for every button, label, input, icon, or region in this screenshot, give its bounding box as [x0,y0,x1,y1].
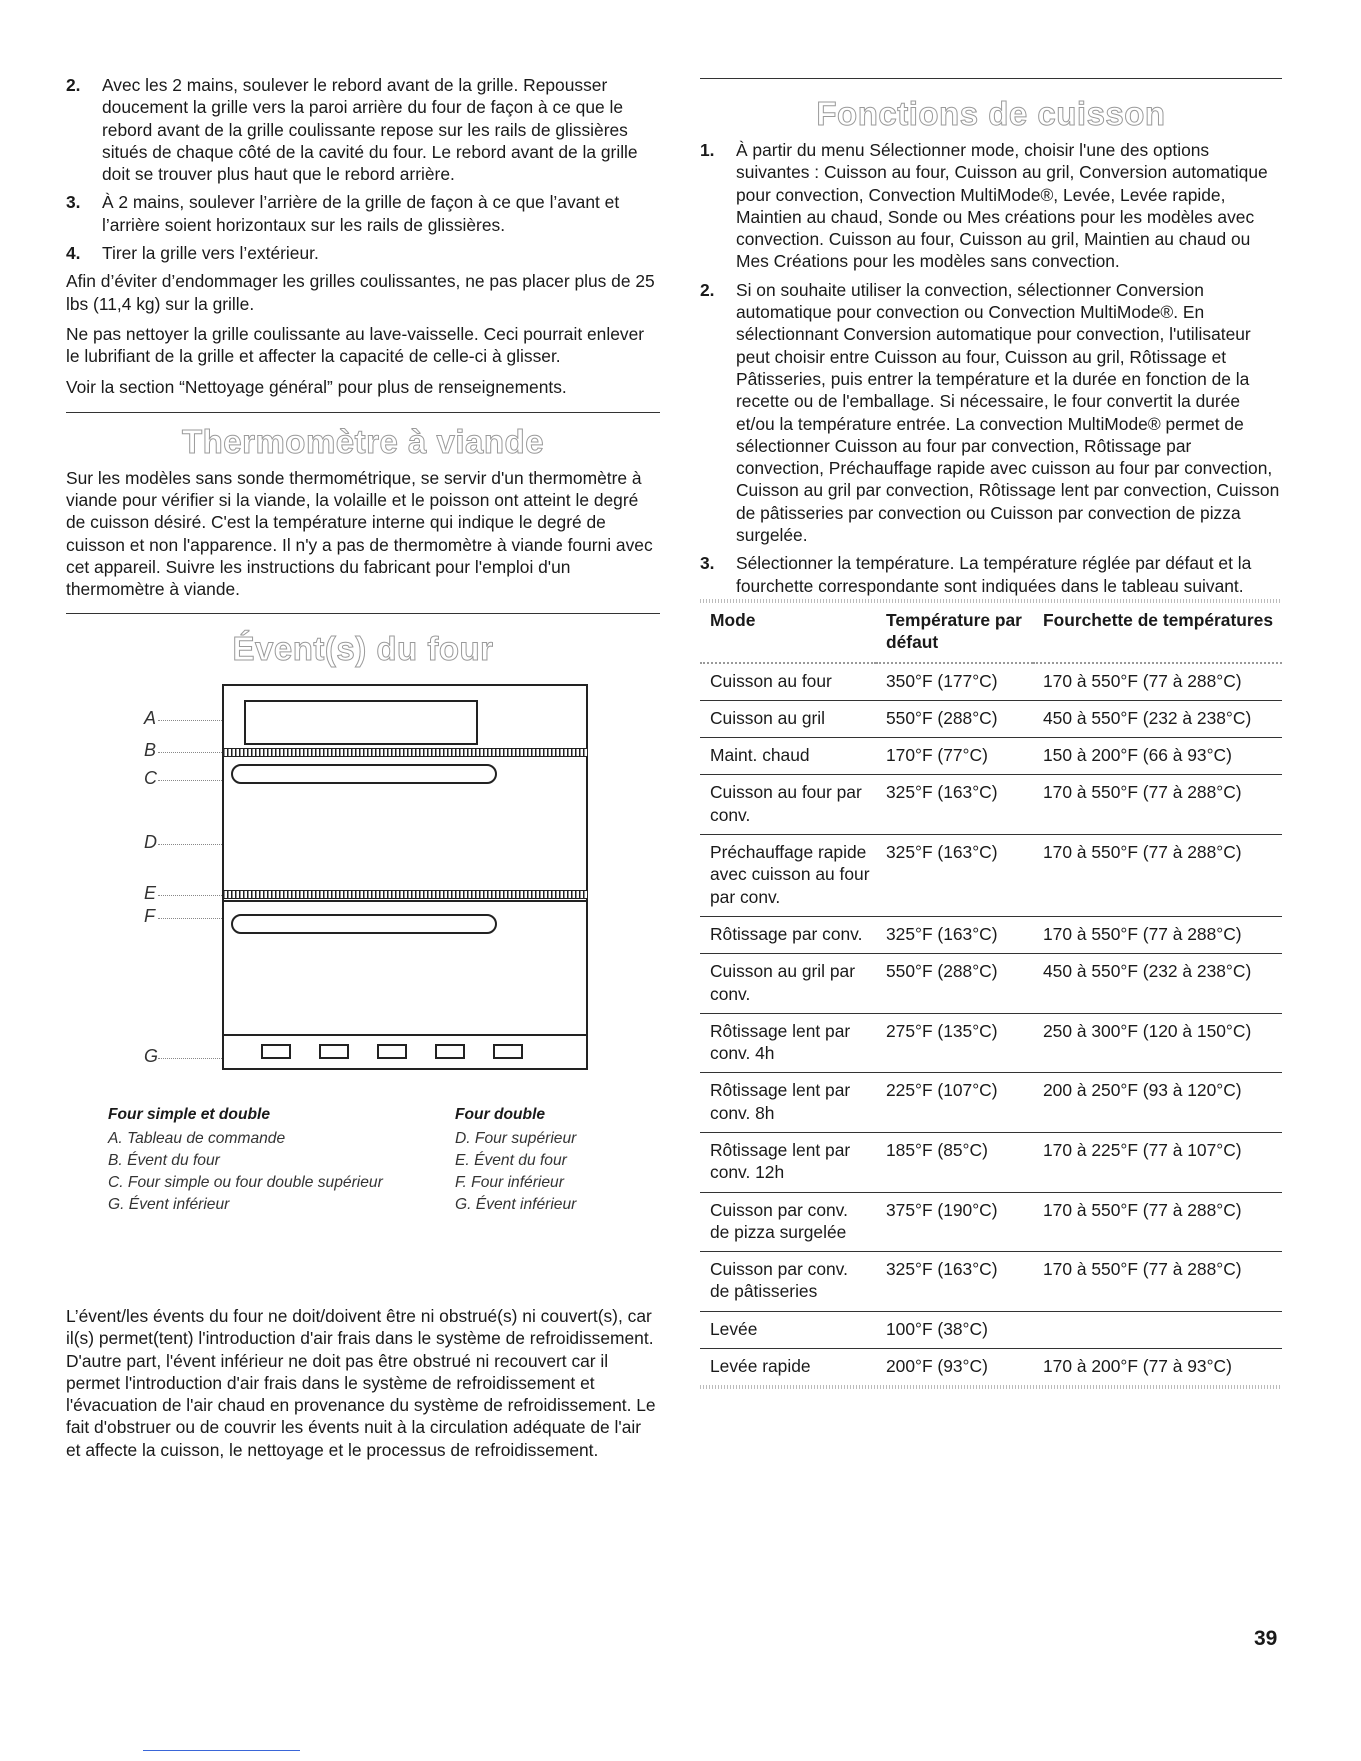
table-bottom-border [700,1385,1282,1389]
cell-default-temp: 185°F (85°C) [876,1132,1033,1192]
vent-text: L’évent/les évents du four ne doit/doivent être ni obstrué(s) ni couvert(s), car il(s) permet(tent) l'introduction d'air frais dans le système de refroidissement. D'autre part, l'évent inférieur ne doit pas être obstrué ni recouvert car il permet l'introduction d'air frais dans le système de refroidissement et l'évacuation de l'air chaud en provenance du système de refroidissement. Le fait d'obstruer ou de couvrir les évents nuit à la circulation adéquate de l'air et affecte la cuisson, le nettoyage et le processus de refroidissement. [66,1306,656,1460]
table-header-row [700,603,1282,663]
cell-range: 200 à 250°F (93 à 120°C) [1033,1073,1282,1133]
column-header-range: Fourchette de températures [1043,609,1274,630]
bottom-vent-edge [222,1034,588,1036]
table-row [700,1013,1282,1073]
right-column [700,78,1282,1389]
cell-range: 170 à 550°F (77 à 288°C) [1033,1192,1282,1252]
cell-mode: Cuisson au gril par conv. [700,954,876,1014]
list-item: 4. Tirer la grille vers l’extérieur. [66,243,319,264]
bottom-vent-slot [493,1044,523,1059]
cell-mode: Cuisson au four par conv. [700,775,876,835]
label-g: G [144,1045,159,1066]
temperature-table [700,603,1282,1385]
cell-mode: Rôtissage lent par conv. 8h [700,1073,876,1133]
caption-double-oven: Four double D. Four supérieur E. Évent du four F. Four inférieur G. Évent inférieur [455,1106,577,1213]
cell-default-temp: 275°F (135°C) [876,1013,1033,1073]
cell-range: 450 à 550°F (232 à 238°C) [1033,954,1282,1014]
cooking-steps [700,139,1282,597]
cell-default-temp: 325°F (163°C) [876,916,1033,953]
cell-range: 170 à 550°F (77 à 288°C) [1033,835,1282,917]
bottom-vent-slot [261,1044,291,1059]
cell-mode: Cuisson par conv. de pizza surgelée [700,1192,876,1252]
section-divider [66,412,660,413]
slide-rack-steps [66,74,660,264]
cell-mode: Rôtissage par conv. [700,916,876,953]
cell-range [1033,1311,1282,1348]
cell-range: 170 à 550°F (77 à 288°C) [1033,775,1282,835]
thermometer-title: Thermomètre à viande [181,422,545,460]
left-column [66,74,660,1158]
label-f: F [144,905,155,926]
table-row [700,1349,1282,1386]
label-a: A [144,707,157,728]
cell-mode: Maint. chaud [700,738,876,775]
cell-default-temp: 550°F (288°C) [876,700,1033,737]
column-header-mode: Mode [710,609,756,630]
leader-line [158,918,222,919]
section-divider [66,613,660,614]
bottom-vent-slot [319,1044,349,1059]
table-row [700,1311,1282,1348]
leader-line [158,844,222,845]
cell-default-temp: 550°F (288°C) [876,954,1033,1014]
table-row [700,663,1282,701]
cell-range: 170 à 225°F (77 à 107°C) [1033,1132,1282,1192]
table-row [700,916,1282,953]
cell-default-temp: 325°F (163°C) [876,1252,1033,1312]
leader-line [158,1058,222,1059]
list-item: 3. À 2 mains, soulever l’arrière de la grille de façon à ce que l’avant et l’arrière soient horizontaux sur les rails de glissières. [66,192,620,235]
bottom-vent-slot [435,1044,465,1059]
lower-oven-handle [231,914,497,934]
leader-line [158,780,222,781]
bottom-vent-slot [377,1044,407,1059]
cell-mode: Rôtissage lent par conv. 12h [700,1132,876,1192]
cell-mode: Levée [700,1311,876,1348]
upper-vent-strip [222,748,588,757]
label-b: B [144,739,157,760]
page-number: 39 [1254,1627,1278,1650]
control-panel-display [244,700,478,745]
oven-vent-diagram [66,678,660,1158]
cell-range: 170 à 200°F (77 à 93°C) [1033,1349,1282,1386]
cleaning-reference: Voir la section “Nettoyage général” pour plus de renseignements. [66,376,567,397]
table-row [700,1132,1282,1192]
leader-line [158,752,222,753]
list-item: 2. Avec les 2 mains, soulever le rebord avant de la grille. Repousser doucement la grille vers la paroi arrière du four de façon à ce que le rebord avant de la grille coulissante repose sur les rails de glissières situés de chaque côté de la cavité du four. Le rebord avant de la grille doit se trouver plus haut que le rebord arrière. [66,75,638,185]
label-d: D [144,831,157,852]
list-item: 1. À partir du menu Sélectionner mode, choisir l'une des options suivantes : Cuisson au four, Cuisson au gril, Conversion automatique pour convection, Convection MultiMode®, Levée, Levée rapide, Maintien au chaud, Sonde ou Mes créations pour les modèles avec convection. Cuisson au four, Cuisson au gril, Maintien au chaud ou Mes Créations pour les modèles sans convection. [700,140,1268,272]
cell-mode: Cuisson au gril [700,700,876,737]
weight-warning: Afin d’éviter d’endommager les grilles coulissantes, ne pas placer plus de 25 lbs (11,4 kg) sur la grille. [66,271,655,314]
caption-single-oven: Four simple et double A. Tableau de commande B. Évent du four C. Four simple ou four double supérieur G. Évent inférieur [108,1106,383,1213]
cell-mode: Préchauffage rapide avec cuisson au four par conv. [700,835,876,917]
column-header-default-temp: Température par défaut [886,609,1022,653]
table-row [700,1252,1282,1312]
table-row [700,1192,1282,1252]
leader-line [158,720,222,721]
cell-range: 170 à 550°F (77 à 288°C) [1033,916,1282,953]
label-c: C [144,767,157,788]
cell-range: 450 à 550°F (232 à 238°C) [1033,700,1282,737]
section-divider [700,78,1282,79]
cell-default-temp: 375°F (190°C) [876,1192,1033,1252]
cell-mode: Rôtissage lent par conv. 4h [700,1013,876,1073]
cell-default-temp: 100°F (38°C) [876,1311,1033,1348]
cell-mode: Levée rapide [700,1349,876,1386]
label-e: E [144,882,157,903]
cell-default-temp: 325°F (163°C) [876,835,1033,917]
cooking-functions-title: Fonctions de cuisson [816,95,1166,132]
cell-default-temp: 200°F (93°C) [876,1349,1033,1386]
table-row [700,738,1282,775]
vent-title: Évent(s) du four [232,629,494,667]
upper-oven-handle [231,764,497,784]
cell-default-temp: 225°F (107°C) [876,1073,1033,1133]
table-row [700,835,1282,917]
cell-range: 170 à 550°F (77 à 288°C) [1033,1252,1282,1312]
cell-range: 170 à 550°F (77 à 288°C) [1033,663,1282,701]
list-item: 3. Sélectionner la température. La température réglée par défaut et la fourchette correspondante sont indiquées dans le tableau suivant. [700,553,1252,596]
lower-oven-edge [222,900,588,902]
table-row [700,775,1282,835]
table-row [700,700,1282,737]
list-item: 2. Si on souhaite utiliser la convection, sélectionner Conversion automatique pour convection ou Convection MultiMode®. En sélectionnant Conversion automatique pour convection, l'utilisateur peut choisir entre Cuisson au four, Cuisson au gril, Rôtissage et Pâtisseries, puis entrer la température et la durée en fonction de la recette ou de l'emballage. Si nécessaire, le four convertit la durée et/ou la température entrée. La convection MultiMode® permet de sélectionner Cuisson au four par convection, Rôtissage par convection, Préchauffage rapide avec cuisson au four par convection, Cuisson au gril par convection, Rôtissage lent par convection, Cuisson de pâtisseries par convection ou Cuisson par convection de pizza surgelée. [700,279,1280,546]
cell-range: 250 à 300°F (120 à 150°C) [1033,1013,1282,1073]
table-row [700,954,1282,1014]
dishwasher-warning: Ne pas nettoyer la grille coulissante au lave-vaisselle. Ceci pourrait enlever le lubrifiant de la grille et affecter la capacité de celle-ci à glisser. [66,323,645,367]
cell-default-temp: 325°F (163°C) [876,775,1033,835]
cell-default-temp: 350°F (177°C) [876,663,1033,701]
thermometer-text: Sur les modèles sans sonde thermométrique, se servir d'un thermomètre à viande pour vérifier si la viande, la volaille et le poisson ont atteint le degré de cuisson désiré. C'est la température interne qui indique le degré de cuisson et non l'apparence. Il n'y a pas de thermomètre à viande fourni avec cet appareil. Suivre les instructions du fabricant pour l'emploi d'un thermomètre à viande. [66,467,653,600]
leader-line [158,895,222,896]
cell-default-temp: 170°F (77°C) [876,738,1033,775]
cell-mode: Cuisson par conv. de pâtisseries [700,1252,876,1312]
footer-link-line [143,1750,300,1751]
cell-mode: Cuisson au four [700,663,876,701]
cell-range: 150 à 200°F (66 à 93°C) [1033,738,1282,775]
middle-vent-strip [222,890,588,899]
table-row [700,1073,1282,1133]
